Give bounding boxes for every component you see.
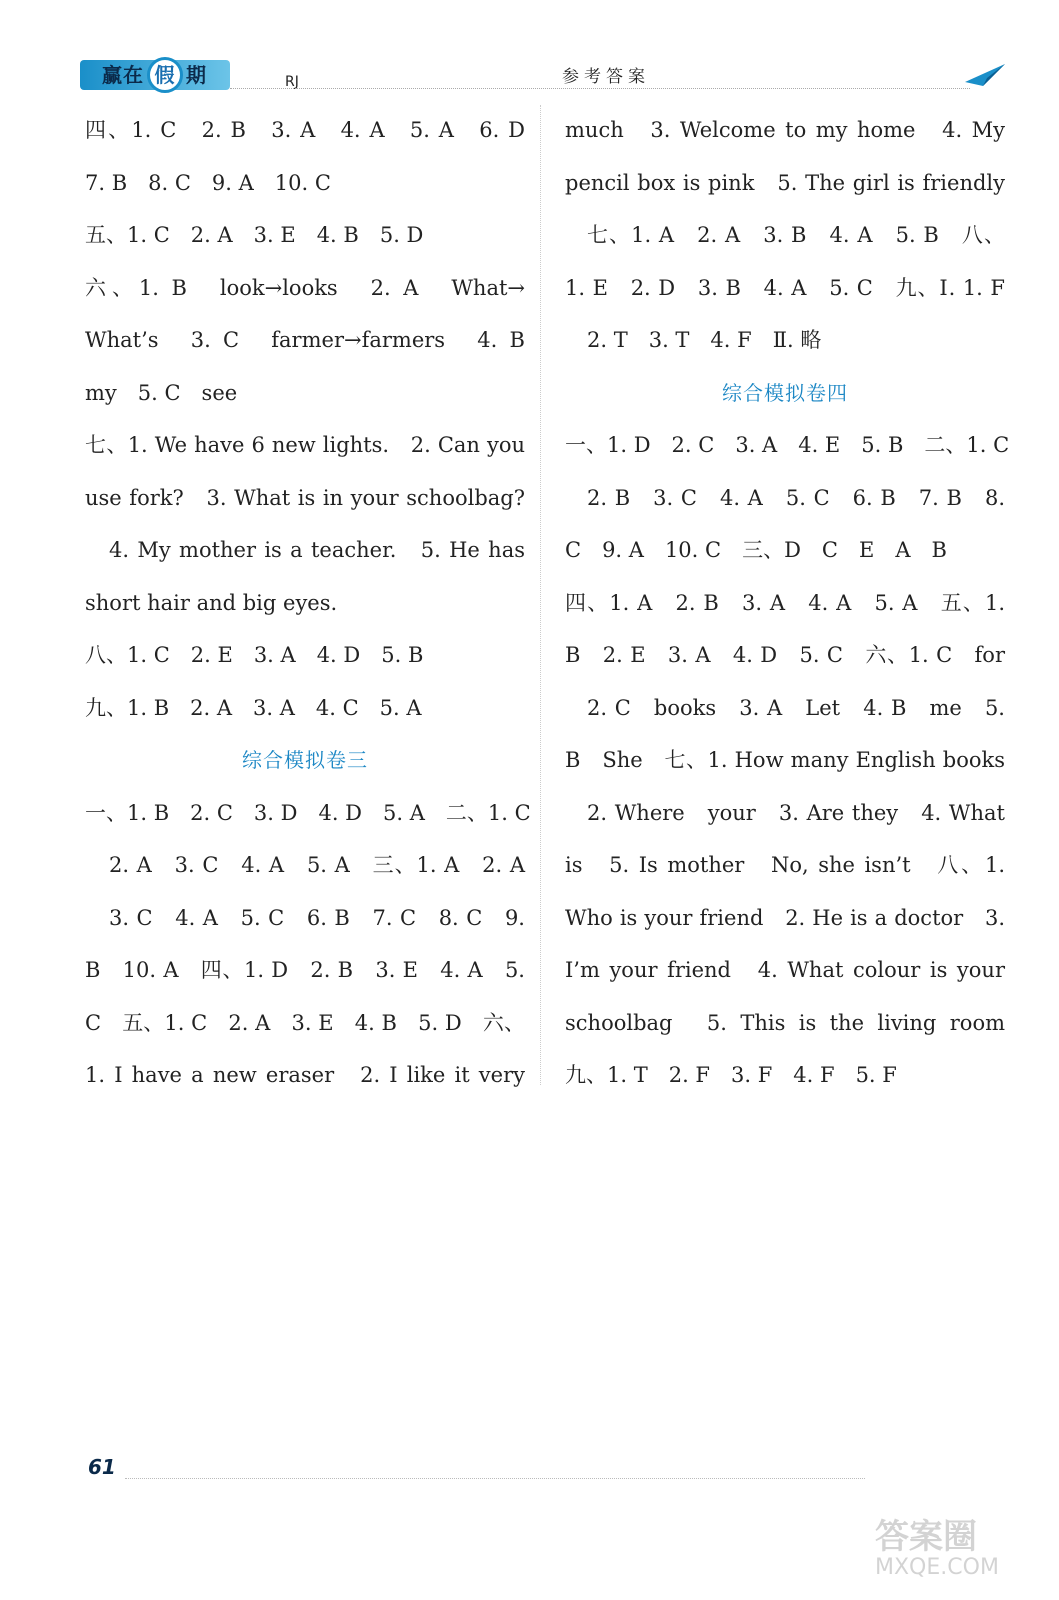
answer-line: 七、1. We have 6 new lights. 2. Can you: [85, 433, 525, 457]
answer-line: 1. E 2. D 3. B 4. A 5. C 九、Ⅰ. 1. F: [565, 275, 1005, 300]
logo-text: 赢在 假 期: [80, 57, 207, 93]
left-column: [85, 104, 531, 1102]
answer-line: Who is your friend 2. He is a doctor 3.: [565, 905, 1005, 930]
edition-label: RJ: [285, 74, 299, 90]
answer-line: 四、1. A 2. B 3. A 4. A 5. A 五、1.: [565, 590, 1005, 615]
section-heading-exam4: 综合模拟卷四: [722, 380, 848, 405]
answer-line: I’m your friend 4. What colour is your: [565, 958, 1005, 982]
answer-line: pencil box is pink 5. The girl is friendly: [565, 170, 1005, 195]
column-divider: [540, 105, 541, 1085]
footer-divider: [125, 1478, 865, 1479]
answer-line: What’s 3. C farmer→farmers 4. B: [85, 328, 525, 352]
answer-line: 2. C books 3. A Let 4. B me 5.: [587, 695, 1005, 720]
answer-line: 3. C 4. A 5. C 6. B 7. C 8. C 9.: [109, 905, 525, 930]
magnifier-icon: 假: [147, 57, 183, 93]
svg-text:答案圈: 答案圈: [875, 1517, 977, 1557]
book-logo: [80, 60, 230, 90]
answer-line: short hair and big eyes.: [85, 590, 338, 615]
right-column: [565, 104, 1010, 1102]
answer-line: 一、1. D 2. C 3. A 4. E 5. B 二、1. C: [565, 433, 1010, 457]
answer-line: 2. A 3. C 4. A 5. A 三、1. A 2. A: [109, 853, 525, 877]
answer-line: 7. B 8. C 9. A 10. C: [85, 170, 331, 195]
paper-plane-icon: [965, 62, 1005, 86]
header-divider: [230, 88, 970, 89]
answer-line: 一、1. B 2. C 3. D 4. D 5. A 二、1. C: [85, 800, 531, 825]
answer-line: B She 七、1. How many English books: [565, 748, 1005, 772]
answer-line: 2. Where your 3. Are they 4. What: [587, 800, 1005, 825]
answer-line: 4. My mother is a teacher. 5. He has: [109, 538, 525, 562]
answer-line: much 3. Welcome to my home 4. My: [565, 118, 1005, 142]
answer-line: 五、1. C 2. A 3. E 4. B 5. D: [85, 223, 424, 247]
answer-line: use fork? 3. What is in your schoolbag?: [85, 485, 525, 510]
answer-line: my 5. C see: [85, 380, 238, 405]
answer-line: B 2. E 3. A 4. D 5. C 六、1. C for: [565, 643, 1005, 667]
answer-line: 九、1. T 2. F 3. F 4. F 5. F: [565, 1063, 897, 1087]
answer-line: schoolbag 5. This is the living room: [565, 1010, 1005, 1035]
answer-line: 六、1. B look→looks 2. A What→: [85, 275, 525, 300]
page-number: 61: [88, 1455, 116, 1479]
answer-line: 1. I have a new eraser 2. I like it very: [85, 1063, 525, 1087]
section-heading-exam3: 综合模拟卷三: [242, 748, 368, 772]
svg-text:MXQE.COM: MXQE.COM: [875, 1555, 999, 1580]
answer-line: 八、1. C 2. E 3. A 4. D 5. B: [85, 643, 424, 667]
answer-line: is 5. Is mother No, she isn’t 八、1.: [565, 853, 1005, 877]
answer-line: 2. B 3. C 4. A 5. C 6. B 7. B 8.: [587, 485, 1005, 510]
page-title: 参考答案: [562, 67, 650, 87]
page-header: [0, 0, 1059, 110]
answer-line: 七、1. A 2. A 3. B 4. A 5. B 八、: [587, 223, 1005, 247]
answer-line: 2. T 3. T 4. F Ⅱ. 略: [587, 328, 822, 352]
answer-line: 四、1. C 2. B 3. A 4. A 5. A 6. D: [85, 118, 525, 142]
watermark-logo: [870, 1510, 1030, 1580]
answer-line: C 9. A 10. C 三、D C E A B: [565, 538, 947, 562]
answer-line: C 五、1. C 2. A 3. E 4. B 5. D 六、: [85, 1010, 525, 1035]
answer-line: 九、1. B 2. A 3. A 4. C 5. A: [85, 695, 422, 720]
answer-line: B 10. A 四、1. D 2. B 3. E 4. A 5.: [85, 958, 525, 982]
